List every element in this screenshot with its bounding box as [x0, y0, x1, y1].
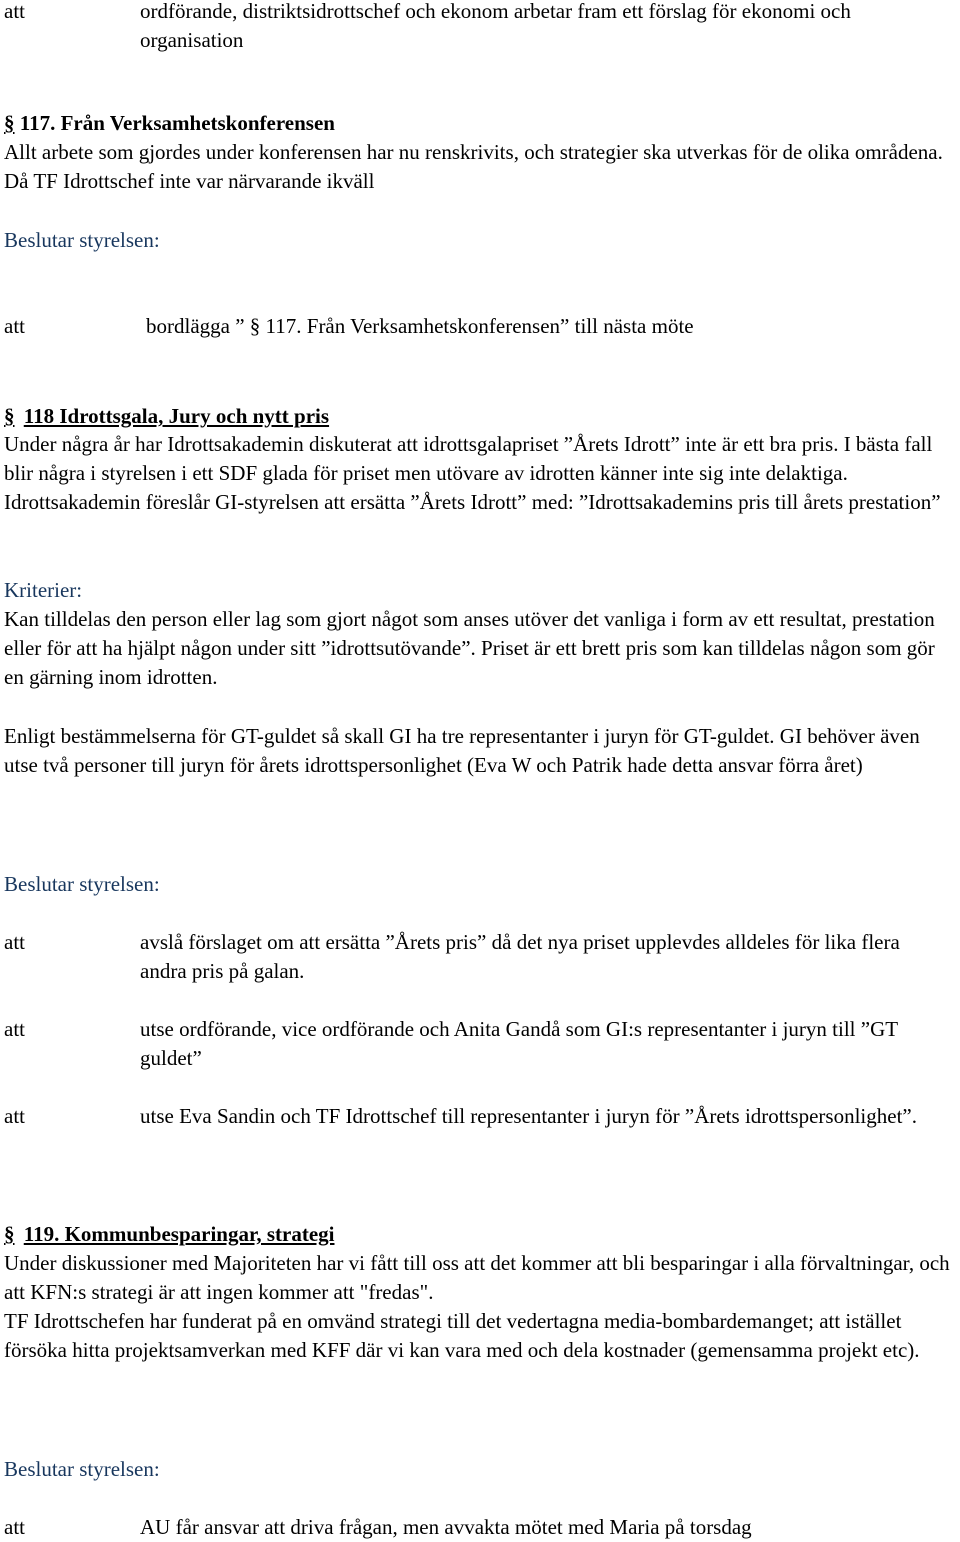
- decision-text: bordlägga ” § 117. Från Verksamhetskonferensen” till nästa möte: [146, 314, 694, 338]
- decision-text: utse ordförande, vice ordförande och Anita Gandå som GI:s representanter i juryn till ”GT guldet”: [140, 1017, 898, 1070]
- rules-text: Enligt bestämmelserna för GT-guldet så skall GI ha tre representanter i juryn för GT-guldet. GI behöver även utse två personer till juryn för årets idrottspersonlighet (Eva W och Patrik hade detta ansvar förra året): [4, 724, 920, 777]
- decision-heading-117: Beslutar styrelsen:: [4, 228, 160, 252]
- section-119-heading: [4, 1220, 334, 1249]
- decision-label: att: [4, 1017, 25, 1041]
- section-118-heading: [4, 402, 329, 431]
- section-symbol: §: [4, 404, 15, 428]
- criteria-heading: Kriterier:: [4, 578, 83, 602]
- decision-text: AU får ansvar att driva frågan, men avvakta mötet med Maria på torsdag: [140, 1515, 752, 1539]
- decision-text: ordförande, distriktsidrottschef och ekonom arbetar fram ett förslag för ekonomi och organisation: [140, 0, 851, 52]
- criteria-text: Kan tilldelas den person eller lag som gjort något som anses utöver det vanliga i form av ett resultat, prestation eller för att ha hjälpt någon under sitt ”idrottsutövande”. Priset är ett brett pris som kan tilldelas någon som gör en gärning inom idrotten.: [4, 607, 935, 689]
- decision-text: utse Eva Sandin och TF Idrottschef till representanter i juryn för ”Årets idrottspersonlighet”.: [140, 1104, 917, 1128]
- decision-label: att: [4, 1515, 25, 1539]
- decision-heading-118: Beslutar styrelsen:: [4, 872, 160, 896]
- section-title: 118 Idrottsgala, Jury och nytt pris: [23, 404, 330, 428]
- section-117-heading: [4, 109, 335, 138]
- section-119-body-1: Under diskussioner med Majoriteten har vi fått till oss att det kommer att bli besparingar i alla förvaltningar, och att KFN:s strategi är att ingen kommer att "fredas".: [4, 1251, 950, 1304]
- section-title: 119. Kommunbesparingar, strategi: [23, 1222, 335, 1246]
- section-118-body: Under några år har Idrottsakademin diskuterat att idrottsgalapriset ”Årets Idrott” inte är ett bra pris. I bästa fall blir några i styrelsen i ett SDF glada för priset men utövare av idrotten känner inte sig inte delaktiga. Idrottsakademin föreslår GI-styrelsen att ersätta ”Årets Idrott” med: ”Idrottsakademins pris till årets prestation”: [4, 432, 941, 514]
- section-117-body: Allt arbete som gjordes under konferensen har nu renskrivits, och strategier ska utverkas för de olika områdena. Då TF Idrottschef inte var närvarande ikväll: [4, 140, 943, 193]
- decision-label: att: [4, 930, 25, 954]
- decision-text: avslå förslaget om att ersätta ”Årets pris” då det nya priset upplevdes alldeles för lika flera andra pris på galan.: [140, 930, 900, 983]
- decision-label: att: [4, 314, 25, 338]
- decision-label: att: [4, 0, 25, 23]
- section-119-body-2: TF Idrottschefen har funderat på en omvänd strategi till det vedertagna media-bombardemanget; att istället försöka hitta projektsamverkan med KFF där vi kan vara med och dela kostnader (gemensamma projekt etc).: [4, 1309, 920, 1362]
- section-title: 117. Från Verksamhetskonferensen: [19, 111, 335, 135]
- decision-label: att: [4, 1104, 25, 1128]
- section-symbol: §: [4, 111, 15, 135]
- section-symbol: §: [4, 1222, 15, 1246]
- decision-heading-119: Beslutar styrelsen:: [4, 1457, 160, 1481]
